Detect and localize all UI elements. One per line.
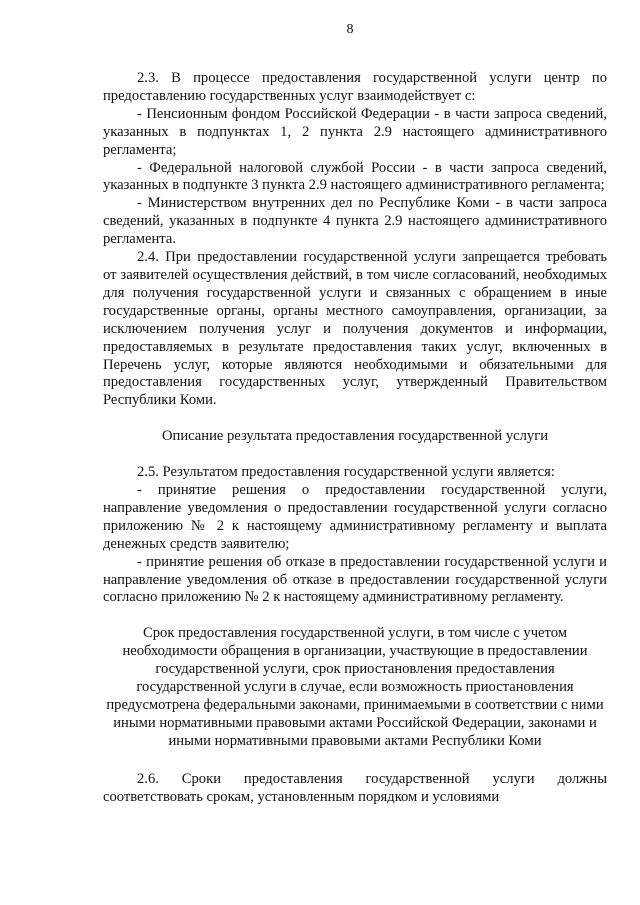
list-item-pension-fund: - Пенсионным фондом Российской Федерации - в части запроса сведений, указанных в подпунктах 1, 2 пункта 2.9 настоящего административного регламента; xyxy=(103,105,607,158)
paragraph-2-6: 2.6. Сроки предоставления государственной услуги должны соответствовать срокам, установленным порядком и условиями xyxy=(103,770,607,805)
paragraph-2-4: 2.4. При предоставлении государственной услуги запрещается требовать от заявителей осуществления действий, в том числе согласований, необходимых для получения государственной услуги и связанных с обращением в иные государственные органы, органы местного самоуправления, организации, за исключением получения услуг и получения документов и информации, предоставляемых в результате предоставления таких услуг, включенных в Перечень услуг, которые являются необходимыми и обязательными для предоставления государственных услуг, утвержденный Правительством Республики Коми. xyxy=(103,249,607,409)
list-item-refusal: - принятие решения об отказе в предоставлении государственной услуги и направление уведомления об отказе в предоставлении государственной услуги согласно приложению № 2 к настоящему административному регламенту. xyxy=(103,553,607,606)
paragraph-2-5: 2.5. Результатом предоставления государственной услуги является: xyxy=(137,464,555,481)
paragraph-2-3: 2.3. В процессе предоставления государственной услуги центр по предоставлению государственных услуг взаимодействует с: xyxy=(103,70,607,104)
page-number: 8 xyxy=(346,22,354,37)
document-body xyxy=(103,70,607,807)
section-heading-result: Описание результата предоставления государственной услуги xyxy=(161,428,549,445)
list-item-approval: - принятие решения о предоставлении государственной услуги, направление уведомления о предоставлении государственной услуги согласно приложению № 2 к настоящему административному регламенту и выплата денежных средств заявителю; xyxy=(103,482,607,552)
list-item-tax-service: - Федеральной налоговой службой России - в части запроса сведений, указанных в подпункте 3 пункта 2.9 настоящего административного регламента; xyxy=(103,159,607,194)
list-item-interior-ministry: - Министерством внутренних дел по Республике Коми - в части запроса сведений, указанных в подпункте 4 пункта 2.9 настоящего административного регламента. xyxy=(103,195,607,248)
section-heading-term: Срок предоставления государственной услуги, в том числе с учетом необходимости обращения в организации, участвующие в предоставлении государственной услуги, срок приостановления предоставления государственной услуги в случае, если возможность приостановления предусмотрена федеральными законами, принимаемыми в соответствии с ними иными нормативными правовыми актами Российской Федерации, законами и иными нормативными правовыми актами Республики Коми xyxy=(106,625,604,749)
